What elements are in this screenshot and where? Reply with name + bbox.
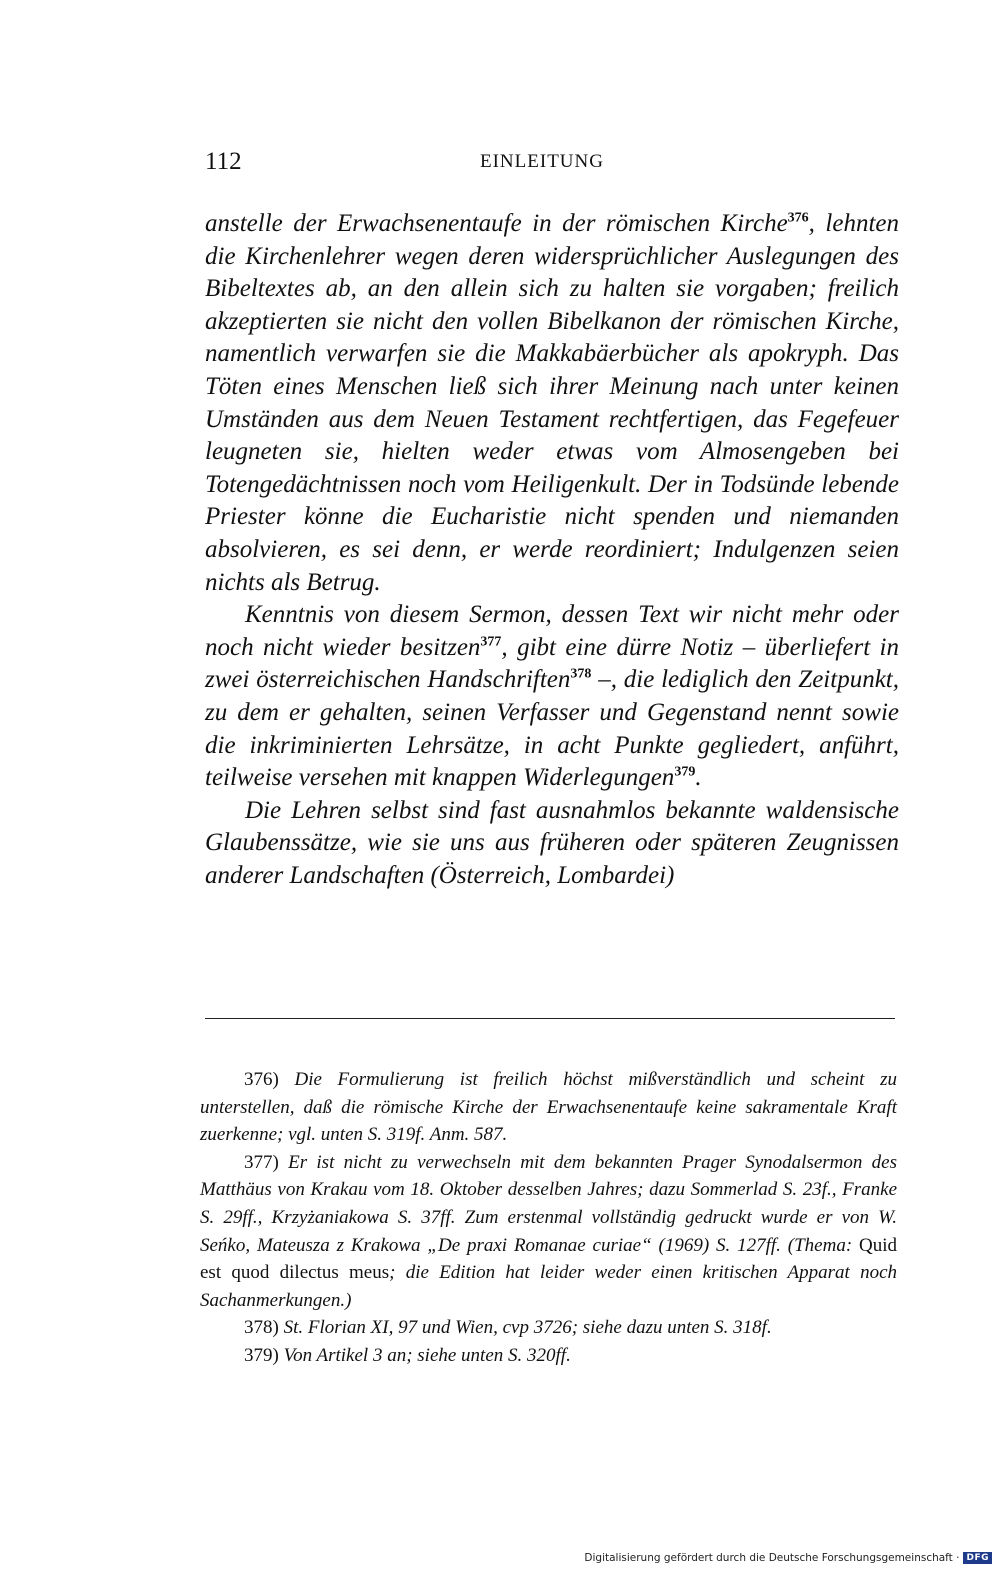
- footnote-377: [200, 1149, 897, 1315]
- footnote-ref-378: 378: [570, 666, 592, 682]
- footnote-ref-377: 377: [480, 634, 502, 650]
- footnote-text: Die Formulierung ist freilich höchst mißverständlich und scheint zu unterstellen, daß die römische Kirche der Erwachsenentaufe keine sakramentale Kraft zuerkenne; vgl. unten S. 319f. Anm. 587.: [200, 1069, 897, 1146]
- paragraph-1-text-a: anstelle der Erwachsenentaufe in der römischen Kirche: [205, 210, 788, 237]
- footnote-text: St. Florian XI, 97 und Wien, cvp 3726; siehe dazu unten S. 318f.: [283, 1317, 772, 1339]
- running-title: EINLEITUNG: [480, 151, 604, 172]
- footnotes: [200, 1066, 897, 1370]
- paragraph-3: Die Lehren selbst sind fast ausnahmlos bekannte waldensische Glaubenssätze, wie sie uns aus früheren oder späteren Zeugnissen anderer Landschaften (Österreich, Lombardei): [205, 796, 899, 889]
- footnote-text-b: ; die Edition hat leider weder einen kritischen Apparat noch Sachanmerkungen.): [200, 1262, 897, 1311]
- footnote-376: [200, 1066, 897, 1149]
- footnote-number: 376): [244, 1069, 279, 1090]
- footnote-ref-376: 376: [787, 210, 809, 226]
- digitization-credit: [584, 1552, 992, 1564]
- paragraph-2-text-b: , gibt eine dürre Notiz – überliefert in zwei österreichischen Handschriften: [205, 633, 899, 694]
- paragraph-1-text-b: , lehnten die Kirchenlehrer wegen deren widersprüchlicher Auslegungen des Bibeltextes ab, an den allein sich zu halten sie vorgaben; freilich akzeptierten sie nicht den vollen Bibelkanon der römischen Kirche, namentlich verwarfen sie die Makkabäerbücher als apokryph. Das Töten eines Menschen ließ sich ihrer Meinung nach unter keinen Umständen aus dem Neuen Testament rechtfertigen, das Fegefeuer leugneten sie, hielten weder etwas vom Almosengeben bei Totengedächtnissen noch vom Heiligenkult. Der in Todsünde lebende Priester könne die Eucharistie nicht spenden und niemanden absolvieren, es sei denn, er werde reordiniert; Indulgenzen seien nichts als Betrug.: [205, 210, 899, 596]
- footnote-ref-379: 379: [674, 764, 696, 780]
- footnote-number: 378): [244, 1317, 279, 1339]
- credit-text: Digitalisierung gefördert durch die Deutsche Forschungsgemeinschaft ·: [584, 1552, 960, 1564]
- paragraph-2-text-d: .: [695, 764, 702, 792]
- dfg-logo-icon: DFG: [963, 1552, 992, 1564]
- footnote-number: 379): [244, 1344, 279, 1366]
- footnote-number: 377): [244, 1151, 279, 1173]
- footnote-separator: [205, 1018, 895, 1019]
- paragraph-2: [205, 599, 899, 795]
- paragraph-2-text-c: –, die lediglich den Zeitpunkt, zu dem er gehalten, seinen Verfasser und Gegenstand nennt sowie die inkriminierten Lehrsätze, in acht Punkte gegliedert, anführt, teilweise versehen mit knappen Widerlegungen: [205, 666, 899, 792]
- footnote-text-a: Er ist nicht zu verwechseln mit dem bekannten Prager Synodalsermon des Matthäus von Krakau vom 18. Oktober desselben Jahres; dazu Sommerlad S. 23f., Franke S. 29ff., Krzyżaniakowa S. 37ff. Zum erstenmal vollständig gedruckt wurde er von W. Seńko, Mateusza z Krakowa „De praxi Romanae curiae“ (1969) S. 127ff. (Thema:: [200, 1151, 898, 1256]
- page-number: 112: [205, 148, 242, 175]
- footnote-378: [200, 1314, 897, 1342]
- paragraph-2-text-a: Kenntnis von diesem Sermon, dessen Text wir nicht mehr oder noch nicht wieder besitzen: [205, 601, 899, 661]
- footnote-quote: Quid est quod dilectus meus: [200, 1234, 898, 1284]
- footnote-379: [200, 1342, 897, 1370]
- paragraph-1: [205, 208, 899, 599]
- main-text: [205, 208, 899, 892]
- footnote-text: Von Artikel 3 an; siehe unten S. 320ff.: [283, 1344, 571, 1366]
